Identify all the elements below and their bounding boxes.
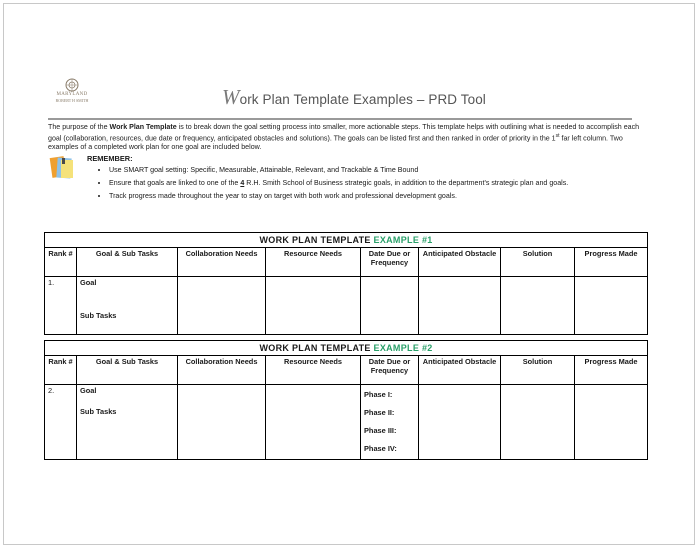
progress-cell[interactable] bbox=[575, 277, 648, 335]
phase-3-label: Phase III: bbox=[364, 426, 397, 435]
table-row bbox=[45, 277, 648, 335]
intro-text-1: The purpose of the bbox=[48, 123, 110, 131]
remember-item-text: Ensure that goals are linked to one of the bbox=[109, 178, 241, 187]
title-rule bbox=[48, 118, 632, 120]
col-header-due: Date Due or Frequency bbox=[361, 356, 419, 385]
remember-item: • Use SMART goal setting: Specific, Measurable, Attainable, Relevant, and Trackable & Time Bound bbox=[109, 166, 649, 175]
intro-paragraph bbox=[48, 123, 648, 152]
col-header-rank: Rank # bbox=[45, 356, 77, 385]
col-header-progress: Progress Made bbox=[575, 248, 648, 277]
table-row bbox=[45, 385, 648, 460]
resource-cell[interactable] bbox=[266, 385, 361, 460]
goal-cell[interactable] bbox=[77, 385, 178, 460]
table-title-text: WORK PLAN TEMPLATE bbox=[259, 343, 374, 353]
table-title-tag: EXAMPLE #1 bbox=[373, 235, 433, 245]
remember-heading: REMEMBER: bbox=[87, 154, 133, 163]
col-header-obstacle: Anticipated Obstacle bbox=[419, 248, 501, 277]
logo-line1: MARYLAND bbox=[56, 92, 88, 97]
intro-text-3: far left column. Two examples of a completed work plan for one goal are included below. bbox=[48, 134, 623, 152]
phase-1-label: Phase I: bbox=[364, 390, 393, 399]
collaboration-cell[interactable] bbox=[178, 385, 266, 460]
work-plan-table-example-2 bbox=[44, 340, 648, 460]
col-header-solution: Solution bbox=[501, 356, 575, 385]
intro-sup: st bbox=[555, 133, 560, 139]
remember-item: • Track progress made throughout the year to stay on target with both work and professional development goals. bbox=[109, 192, 649, 201]
remember-list bbox=[95, 166, 649, 204]
phase-2-label: Phase II: bbox=[364, 408, 395, 417]
due-cell[interactable] bbox=[361, 277, 419, 335]
col-header-obstacle: Anticipated Obstacle bbox=[419, 356, 501, 385]
solution-cell[interactable] bbox=[501, 385, 575, 460]
rank-cell[interactable]: 1. bbox=[45, 277, 77, 335]
page-title bbox=[222, 85, 486, 110]
title-initial: W bbox=[222, 85, 240, 109]
goal-cell[interactable] bbox=[77, 277, 178, 335]
sticky-notes-icon bbox=[48, 154, 78, 182]
obstacle-cell[interactable] bbox=[419, 277, 501, 335]
col-header-due: Date Due or Frequency bbox=[361, 248, 419, 277]
remember-item-number: 4 bbox=[240, 178, 245, 187]
solution-cell[interactable] bbox=[501, 277, 575, 335]
rank-cell[interactable]: 2. bbox=[45, 385, 77, 460]
subtasks-label: Sub Tasks bbox=[80, 407, 117, 416]
table-title-tag: EXAMPLE #2 bbox=[373, 343, 433, 353]
col-header-solution: Solution bbox=[501, 248, 575, 277]
goal-label: Goal bbox=[80, 278, 97, 287]
due-cell[interactable] bbox=[361, 385, 419, 460]
phase-4-label: Phase IV: bbox=[364, 444, 397, 453]
maryland-smith-logo bbox=[50, 78, 94, 103]
col-header-goal: Goal & Sub Tasks bbox=[77, 248, 178, 277]
resource-cell[interactable] bbox=[266, 277, 361, 335]
logo-line2: ROBERT H SMITH bbox=[55, 98, 89, 103]
col-header-collaboration: Collaboration Needs bbox=[178, 248, 266, 277]
remember-item-text: R.H. Smith School of Business strategic goals, in addition to the department’s strategic plan and goals. bbox=[244, 178, 569, 187]
goal-label: Goal bbox=[80, 386, 97, 395]
intro-text-2: is to break down the goal setting process into smaller, more actionable steps. This template helps with outlining what is needed to accomplish each goal (collaboration, resources, due date or frequency, anticipated obstacles and solutions). The goals can be listed first and then ranked in order of priority in the 1 bbox=[48, 123, 640, 143]
col-header-resource: Resource Needs bbox=[266, 248, 361, 277]
progress-cell[interactable] bbox=[575, 385, 648, 460]
col-header-progress: Progress Made bbox=[575, 356, 648, 385]
subtasks-label: Sub Tasks bbox=[80, 311, 117, 320]
col-header-goal: Goal & Sub Tasks bbox=[77, 356, 178, 385]
col-header-resource: Resource Needs bbox=[266, 356, 361, 385]
table-title bbox=[45, 233, 648, 248]
intro-bold: Work Plan Template bbox=[109, 123, 177, 131]
table-title bbox=[45, 341, 648, 356]
col-header-collaboration: Collaboration Needs bbox=[178, 356, 266, 385]
col-header-rank: Rank # bbox=[45, 248, 77, 277]
collaboration-cell[interactable] bbox=[178, 277, 266, 335]
title-rest: ork Plan Template Examples – PRD Tool bbox=[239, 92, 486, 107]
university-seal-icon bbox=[65, 78, 79, 92]
table-title-text: WORK PLAN TEMPLATE bbox=[259, 235, 374, 245]
work-plan-table-example-1 bbox=[44, 232, 648, 335]
remember-item bbox=[109, 179, 649, 188]
obstacle-cell[interactable] bbox=[419, 385, 501, 460]
